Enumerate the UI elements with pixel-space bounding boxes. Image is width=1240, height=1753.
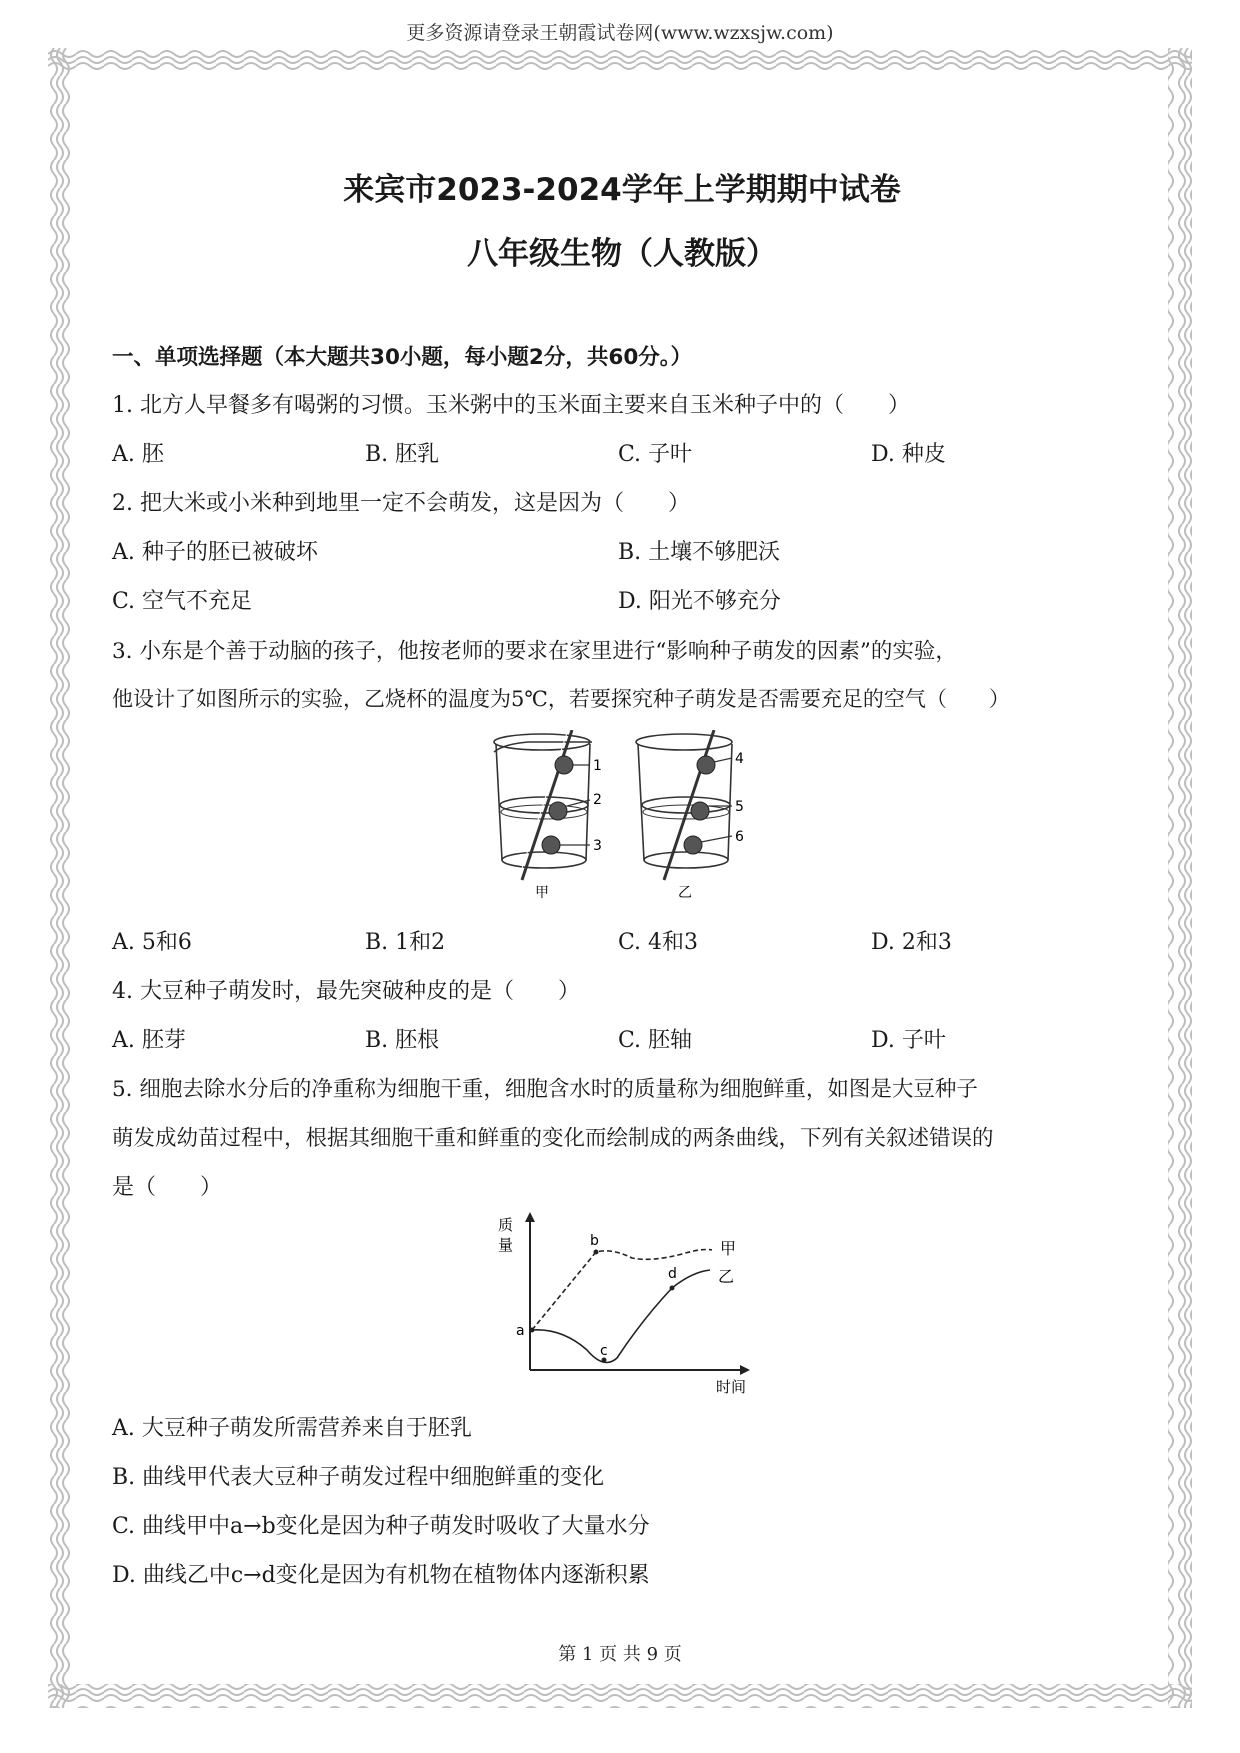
q2-option-b: B. 土壤不够肥沃 [618, 540, 781, 565]
page-subtitle: 八年级生物（人教版） [467, 236, 777, 272]
question-3-stem-line1: 3. 小东是个善于动脑的孩子，他按老师的要求在家里进行“影响种子萌发的因素”的实验， [112, 639, 957, 664]
q5-option-c: C. 曲线甲中a→b变化是因为种子萌发时吸收了大量水分 [112, 1514, 650, 1539]
q2-option-d: D. 阳光不够充分 [618, 589, 781, 614]
curve-label-jia: 甲 [720, 1239, 737, 1258]
mass-curve-figure [492, 1210, 772, 1399]
seed-label-1: 1 [593, 758, 602, 774]
y-label-2: 量 [498, 1236, 514, 1254]
q3-option-c: C. 4和3 [618, 930, 699, 955]
seed-label-6: 6 [735, 829, 744, 845]
q5-option-d: D. 曲线乙中c→d变化是因为有机物在植物体内逐渐积累 [112, 1563, 650, 1588]
q3-option-b: B. 1和2 [365, 930, 446, 955]
point-b: b [590, 1233, 599, 1249]
q3-option-d: D. 2和3 [871, 930, 952, 955]
beaker-label-jia: 甲 [535, 885, 549, 901]
question-1-stem: 1. 北方人早餐多有喝粥的习惯。玉米粥中的玉米面主要来自玉米种子中的（ ） [112, 393, 910, 418]
beaker-label-yi: 乙 [678, 885, 692, 901]
seed-label-2: 2 [593, 792, 602, 808]
point-d: d [668, 1266, 677, 1282]
seed-label-3: 3 [593, 838, 602, 854]
question-5-stem-line2: 萌发成幼苗过程中，根据其细胞干重和鲜重的变化而绘制成的两条曲线，下列有关叙述错误的 [112, 1126, 994, 1151]
q4-option-a: A. 胚芽 [112, 1028, 186, 1053]
seed-label-4: 4 [735, 751, 744, 767]
x-label: 时间 [716, 1378, 747, 1395]
q2-option-c: C. 空气不充足 [112, 589, 253, 614]
beaker-figure [492, 730, 762, 909]
q1-option-a: A. 胚 [112, 442, 164, 467]
page-title: 来宾市2023-2024学年上学期期中试卷 [343, 172, 901, 208]
point-c: c [600, 1343, 608, 1359]
curve-jia [532, 1250, 712, 1331]
q4-option-b: B. 胚根 [365, 1028, 440, 1053]
question-5-stem-line3: 是（ ） [112, 1175, 223, 1200]
q5-option-a: A. 大豆种子萌发所需营养来自于胚乳 [112, 1416, 472, 1441]
q1-option-c: C. 子叶 [618, 442, 693, 467]
beaker-jia [494, 730, 592, 880]
q1-option-d: D. 种皮 [871, 442, 946, 467]
question-4-stem: 4. 大豆种子萌发时，最先突破种皮的是（ ） [112, 979, 580, 1004]
point-a: a [516, 1323, 525, 1339]
q1-option-b: B. 胚乳 [365, 442, 440, 467]
y-label-1: 质 [498, 1216, 514, 1234]
curve-yi [532, 1270, 710, 1363]
page-footer: 第 1 页 共 9 页 [558, 1644, 682, 1665]
q5-option-b: B. 曲线甲代表大豆种子萌发过程中细胞鲜重的变化 [112, 1465, 605, 1490]
question-3-stem-line2: 他设计了如图所示的实验，乙烧杯的温度为5℃，若要探究种子萌发是否需要充足的空气（ ） [112, 687, 1010, 711]
q4-option-c: C. 胚轴 [618, 1028, 693, 1053]
question-2-stem: 2. 把大米或小米种到地里一定不会萌发，这是因为（ ） [112, 491, 690, 516]
q3-option-a: A. 5和6 [112, 930, 192, 955]
header-note: 更多资源请登录王朝霞试卷网(www.wzxsjw.com) [406, 22, 834, 44]
curve-label-yi: 乙 [718, 1267, 735, 1286]
question-5-stem-line1: 5. 细胞去除水分后的净重称为细胞干重，细胞含水时的质量称为细胞鲜重，如图是大豆种子 [112, 1077, 978, 1102]
q4-option-d: D. 子叶 [871, 1028, 946, 1053]
seed-label-5: 5 [735, 799, 744, 815]
q2-option-a: A. 种子的胚已被破坏 [112, 540, 318, 565]
section-heading: 一、单项选择题（本大题共30小题，每小题2分，共60分。） [112, 345, 693, 370]
beaker-yi [636, 730, 732, 880]
